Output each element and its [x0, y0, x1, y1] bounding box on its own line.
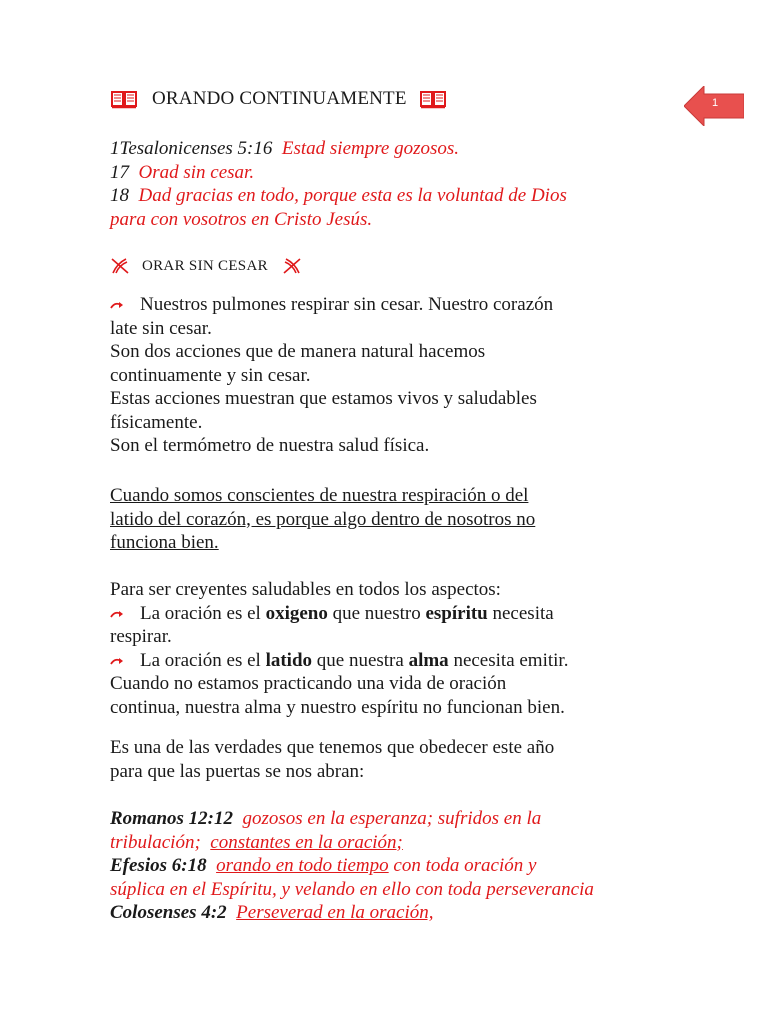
verse-text: Orad sin cesar. — [138, 161, 255, 183]
paragraph-line: Son dos acciones que de manera natural hacemos — [110, 341, 486, 362]
document-title-row — [110, 88, 447, 110]
bullet-text: necesita — [487, 602, 554, 624]
paragraph-line: Nuestros pulmones respirar sin cesar. Nuestro corazón — [140, 294, 554, 315]
bullet-emphasis: oxigeno — [265, 602, 328, 624]
paragraph-line: latido del corazón, es porque algo dentro de nosotros no — [110, 508, 536, 530]
verse-ref: 17 — [110, 161, 129, 183]
verse-ref: 18 — [110, 185, 129, 206]
section-subtitle-row — [110, 256, 302, 276]
paragraph-line: funciona bien. — [110, 532, 219, 553]
scripture-text: orando en todo tiempo — [216, 855, 389, 876]
scripture-text: con toda oración y — [388, 855, 537, 876]
paragraph-line: Son el termómetro de nuestra salud física. — [110, 435, 430, 456]
section-subtitle: ORAR SIN CESAR — [142, 257, 268, 274]
bullet-item — [110, 649, 568, 673]
scripture-text: Perseverad en la oración, — [236, 902, 434, 923]
verse-text: Dad gracias en todo, porque esta es la voluntad de Dios — [138, 185, 567, 206]
paragraph-line: late sin cesar. — [110, 317, 212, 339]
praying-hands-icon — [282, 256, 302, 276]
bullet-text: La oración es el — [140, 602, 266, 624]
scripture-text: constantes en la oración; — [210, 831, 403, 853]
paragraph-line: físicamente. — [110, 411, 203, 433]
scripture-ref: Romanos 12:12 — [110, 808, 233, 829]
verse-text: para con vosotros en Cristo Jesús. — [110, 208, 373, 230]
paragraph-line: respirar. — [110, 626, 172, 647]
scripture-references — [110, 807, 594, 925]
scripture-text: gozosos en la esperanza; sufridos en la — [242, 808, 542, 829]
paragraph-line: para que las puertas se nos abran: — [110, 760, 365, 782]
scripture-ref: Colosenses 4:2 — [110, 902, 227, 923]
paragraph-line: Para ser creyentes saludables en todos los aspectos: — [110, 579, 501, 600]
page-number: 1 — [712, 97, 719, 109]
scripture-text: tribulación; — [110, 831, 201, 853]
paragraph-line: Cuando somos conscientes de nuestra respiración o del — [110, 485, 529, 506]
verse-text: Estad siempre gozosos. — [281, 138, 460, 159]
bullet-emphasis: alma — [408, 649, 449, 671]
verses-block — [110, 137, 567, 231]
open-book-icon — [419, 89, 447, 109]
paragraph-healthy-believers — [110, 578, 568, 719]
bullet-emphasis: espíritu — [425, 602, 488, 624]
bullet-text: necesita emitir. — [448, 649, 569, 671]
verse-ref: 1Tesalonicenses 5:16 — [110, 138, 273, 159]
page-title: ORANDO CONTINUAMENTE — [152, 88, 407, 109]
praying-hands-icon — [110, 256, 130, 276]
bullet-arrow-icon — [110, 609, 124, 619]
bullet-item — [110, 602, 568, 626]
bullet-text: La oración es el — [140, 649, 266, 671]
bullet-text: que nuestra — [312, 649, 409, 671]
bullet-text: que nuestro — [327, 602, 426, 624]
bullet-arrow-icon — [110, 300, 124, 310]
paragraph-line: continua, nuestra alma y nuestro espíritu no funcionan bien. — [110, 696, 565, 718]
paragraph-line: Cuando no estamos practicando una vida de oración — [110, 673, 507, 694]
open-book-icon — [110, 89, 138, 109]
paragraph-breathing — [110, 293, 553, 458]
bullet-arrow-icon — [110, 656, 124, 666]
scripture-text: súplica en el Espíritu, y velando en ello con toda perseverancia — [110, 878, 594, 900]
paragraph-truths — [110, 736, 554, 783]
paragraph-line: Es una de las verdades que tenemos que obedecer este año — [110, 737, 555, 758]
paragraph-line: continuamente y sin cesar. — [110, 364, 311, 386]
scripture-ref: Efesios 6:18 — [110, 855, 207, 876]
bullet-emphasis: latido — [265, 649, 313, 671]
paragraph-line: Estas acciones muestran que estamos vivos y saludables — [110, 388, 537, 409]
paragraph-awareness — [110, 484, 535, 555]
